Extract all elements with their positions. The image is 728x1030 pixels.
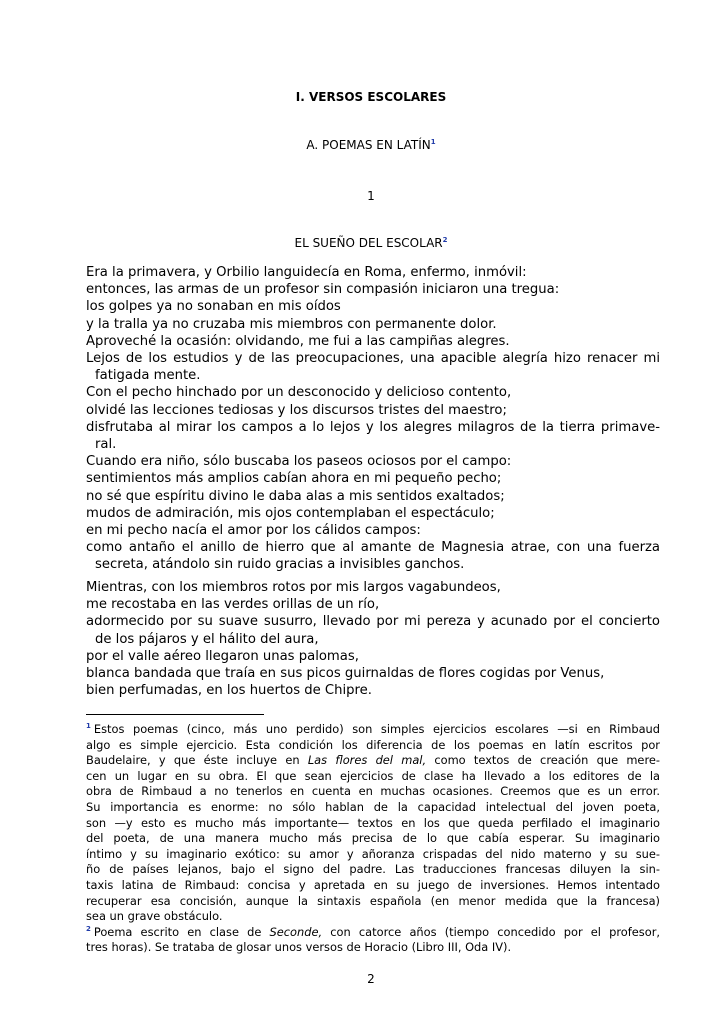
poem-line: en mi pecho nacía el amor por los cálidos campos:: [86, 523, 421, 539]
footnote-1-line: recuperar esa concisión, aunque la sintaxis española (en menor medida que la francesa): [86, 893, 660, 908]
poem-line: Aproveché la ocasión: olvidando, me fui a las campiñas alegres.: [86, 333, 510, 349]
footnote-1-line: son —y esto es mucho más importante— textos en los que queda perfilado el imaginario: [86, 815, 660, 830]
poem-line: me recostaba en las verdes orillas de un río,: [86, 597, 380, 613]
poem-line: como antaño el anillo de hierro que al amante de Magnesia atrae, con una fuerza: [86, 540, 660, 556]
footnote-text: Estos poemas (cinco, más uno perdido) son simples ejercicios escolares —si en Rimbaud: [93, 722, 660, 736]
poem-line-continuation: ral.: [95, 437, 117, 453]
poem-line: y la tralla ya no cruzaba mis miembros con permanente dolor.: [86, 316, 497, 332]
footnote-1-line: cen un lugar en su obra. El que sean ejercicios de clase ha llevado a los editores de la: [86, 768, 660, 783]
poem-stanza-1: [86, 264, 660, 574]
poem-line: Mientras, con los miembros rotos por mis largos vagabundeos,: [86, 580, 501, 595]
poem-line: por el valle aéreo llegaron unas palomas,: [86, 648, 359, 664]
poem-title: [0, 235, 728, 251]
poem-line: adormecido por su suave susurro, llevado por mi pereza y acunado por el concierto: [86, 614, 660, 630]
footnote-1-line: [86, 753, 660, 769]
poem-line: disfrutaba al mirar los campos a lo lejos y los alegres milagros de la tierra primave-: [86, 419, 660, 435]
book-title-italic: Las flores del mal,: [307, 753, 427, 768]
footnote-1-line: algo es simple ejercicio. Esta condición los diferencia de los poemas en latín escritos por: [86, 737, 660, 752]
footnote-2-line: tres horas). Se trataba de glosar unos versos de Horacio (Libro III, Oda IV).: [86, 940, 512, 955]
footnote-1-line: íntimo y su imaginario exótico: su amor y añoranza crispadas del nido materno y su sue-: [86, 846, 660, 861]
footnote-1-line: taxis latina de Rimbaud: concisa y apretada en su juego de inversiones. Hemos intentado: [86, 877, 660, 892]
poem-line: entonces, las armas de un profesor sin compasión iniciaron una tregua:: [86, 282, 560, 298]
poem-title-text: EL SUEÑO DEL ESCOLAR: [294, 236, 443, 250]
footnote-1-line: Su importancia es enorme: no sólo hablan de la capacidad intelectual del joven poeta,: [86, 799, 660, 814]
poem-line-continuation: de los pájaros y el hálito del aura,: [95, 631, 319, 647]
footnote-2-line: [86, 925, 660, 941]
footnote-1-mark: 1: [86, 722, 91, 731]
poem-line-continuation: secreta, atándolo sin ruido gracias a invisibles ganchos.: [95, 557, 465, 573]
page-number-text: 2: [367, 972, 375, 986]
poem-line: Con el pecho hinchado por un desconocido y delicioso contento,: [86, 385, 512, 401]
poem-line: mudos de admiración, mis ojos contemplaban el espectáculo;: [86, 505, 495, 521]
section-title-text: I. VERSOS ESCOLARES: [295, 90, 447, 104]
footnote-2-mark: 2: [86, 924, 91, 933]
footnote-text: Baudelaire, y que éste incluye en: [86, 753, 300, 768]
poem-number-text: 1: [367, 189, 375, 203]
footnote-text: Poema escrito en clase de: [93, 924, 262, 939]
footnote-ref-2[interactable]: 2: [442, 236, 448, 244]
footnotes: [86, 722, 660, 956]
footnote-separator: [86, 714, 264, 715]
subsection-title: [0, 137, 728, 153]
footnote-1-line: obra de Rimbaud a no tenerlos en cuenta en muchas ocasiones. Creemos que es un error.: [86, 784, 660, 799]
class-name-italic: Seconde,: [269, 924, 323, 939]
poem-stanza-2: [86, 579, 660, 699]
footnote-text: como textos de creación que mere-: [434, 753, 660, 768]
footnote-ref-1[interactable]: 1: [430, 138, 436, 146]
poem-line: blanca bandada que traía en sus picos guirnaldas de flores cogidas por Venus,: [86, 666, 605, 682]
poem-line: no sé que espíritu divino le daba alas a mis sentidos exaltados;: [86, 488, 505, 504]
footnote-text: con catorce años (tiempo concedido por el profesor,: [330, 924, 660, 939]
footnote-1-line: del poeta, de una manera mucho más precisa de lo que cabía esperar. Su imaginario: [86, 831, 660, 846]
poem-line: Era la primavera, y Orbilio languidecía en Roma, enfermo, inmóvil:: [86, 265, 527, 280]
footnote-1-line: sea un grave obstáculo.: [86, 909, 223, 924]
subsection-title-text: A. POEMAS EN LATÍN: [306, 138, 431, 152]
section-title: [0, 89, 728, 105]
poem-number: [0, 188, 728, 204]
poem-line: bien perfumadas, en los huertos de Chipre.: [86, 683, 372, 699]
poem-line: Lejos de los estudios y de las preocupaciones, una apacible alegría hizo renacer mi: [86, 351, 660, 367]
poem-line: los golpes ya no sonaban en mis oídos: [86, 299, 341, 315]
poem-line: Cuando era niño, sólo buscaba los paseos ociosos por el campo:: [86, 454, 512, 470]
footnote-1-line: [86, 722, 660, 738]
poem-line: sentimientos más amplios cabían ahora en mi pequeño pecho;: [86, 471, 502, 487]
page-number: [0, 971, 728, 987]
poem-line: olvidé las lecciones tediosas y los discursos tristes del maestro;: [86, 402, 507, 418]
footnote-1-line: ño de países lejanos, bajo el signo del padre. Las traducciones francesas diluyen la sin-: [86, 862, 660, 877]
poem-line-continuation: fatigada mente.: [95, 368, 201, 384]
